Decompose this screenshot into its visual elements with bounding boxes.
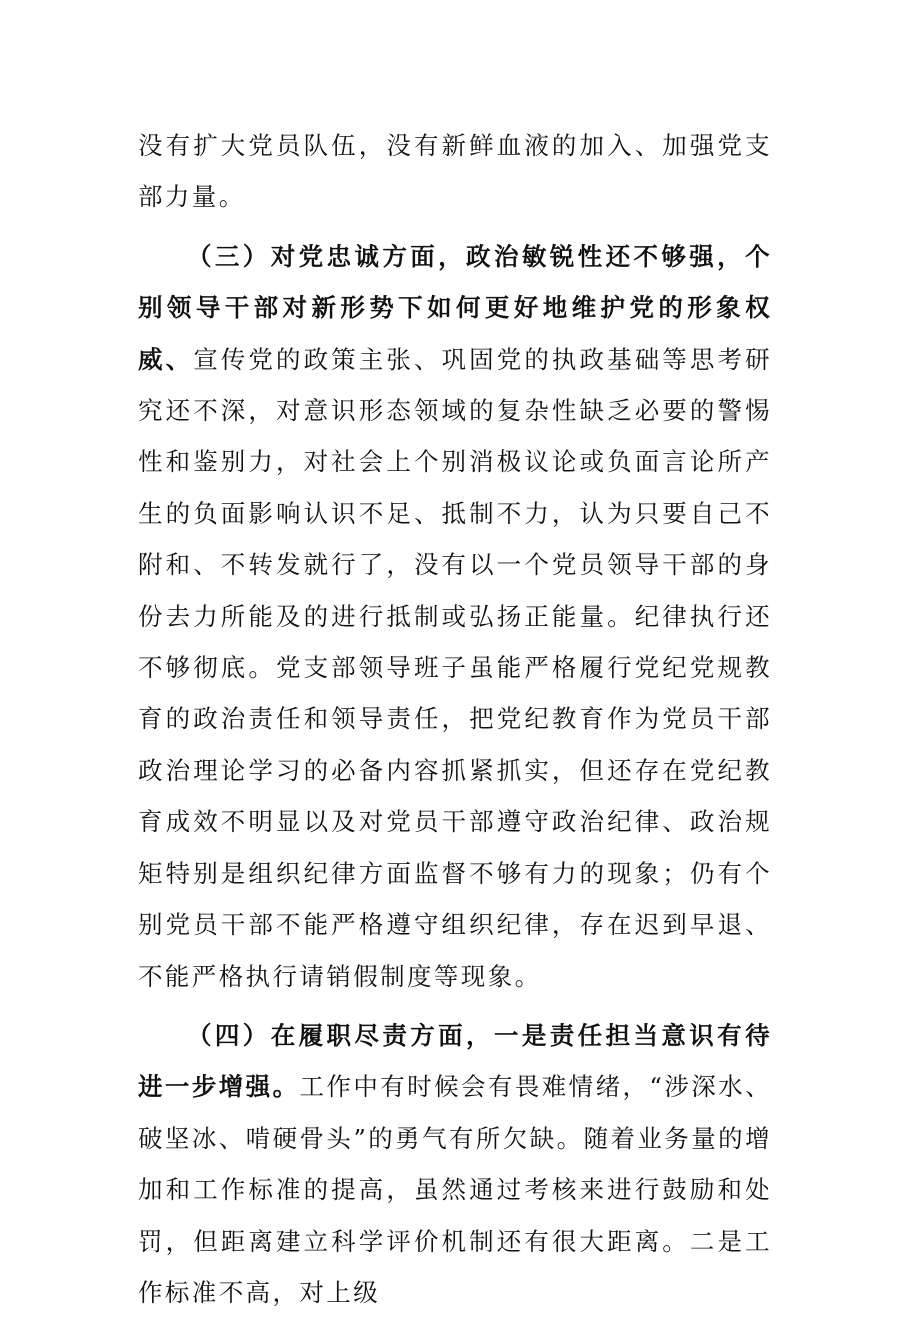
paragraph-section-three xyxy=(138,231,772,1002)
section-heading-bold: （四）在履职尽责方面，一是责任担当意识有待进一步增强。 xyxy=(138,1020,772,1102)
paragraph-continuation xyxy=(138,120,772,223)
section-heading-bold: （三）对党忠诚方面，政治敏锐性还不够强，个别领导干部对新形势下如何更好地维护党的形象权威、 xyxy=(138,241,772,374)
paragraph-section-four xyxy=(138,1010,772,1318)
paragraph-text: 工作中有时候会有畏难情绪，“涉深水、破坚冰、啃硬骨头”的勇气有所欠缺。随着业务量的增加和工作标准的提高，虽然通过考核来进行鼓励和处罚，但距离建立科学评价机制还有很大距离。二是工作标准不高，对上级 xyxy=(138,1072,772,1307)
document-body xyxy=(138,120,772,1318)
paragraph-text: 没有扩大党员队伍，没有新鲜血液的加入、加强党支部力量。 xyxy=(138,131,772,212)
paragraph-text: 宣传党的政策主张、巩固党的执政基础等思考研究还不深，对意识形态领域的复杂性缺乏必要的警惕性和鉴别力，对社会上个别消极议论或负面言论所产生的负面影响认识不足、抵制不力，认为只要自己不附和、不转发就行了，没有以一个党员领导干部的身份去力所能及的进行抵制或弘扬正能量。纪律执行还不够彻底。党支部领导班子虽能严格履行党纪党规教育的政治责任和领导责任，把党纪教育作为党员干部政治理论学习的必备内容抓紧抓实，但还存在党纪教育成效不明显以及对党员干部遵守政治纪律、政治规矩特别是组织纪律方面监督不够有力的现象；仍有个别党员干部不能严格遵守组织纪律，存在迟到早退、不能严格执行请销假制度等现象。 xyxy=(138,344,772,991)
